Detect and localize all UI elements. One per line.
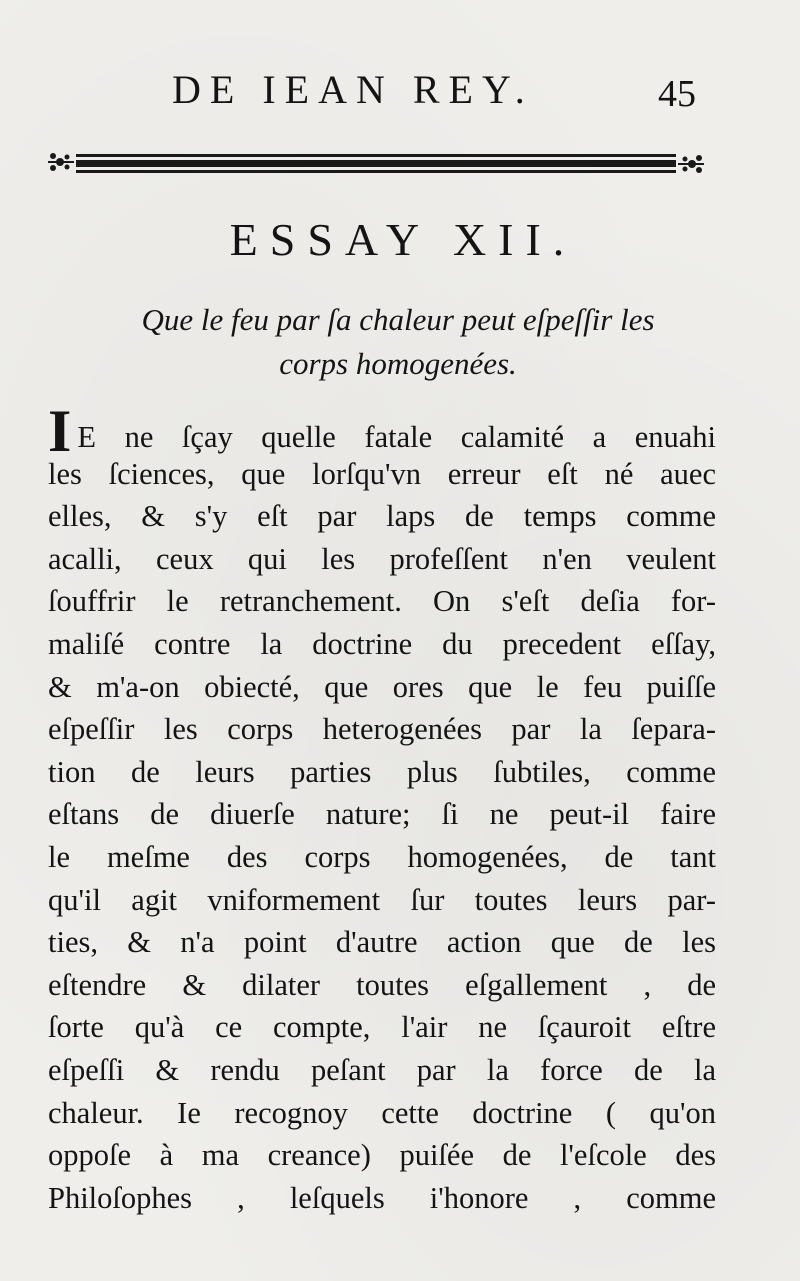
text-line: & m'a-on obiecté, que ores que le feu puiſſe [48, 669, 716, 704]
text-line: les ſciences, que lorſqu'vn erreur eſt né auec [48, 456, 716, 491]
right-fleuron-icon [678, 155, 704, 173]
left-fleuron-icon [48, 153, 74, 171]
text-line: eſtendre & dilater toutes eſgallement , de [48, 967, 716, 1002]
subtitle-line: corps homogenées. [279, 346, 517, 381]
text-line: tion de leurs parties plus ſubtiles, comme [48, 754, 716, 789]
text-line: eſtans de diuerſe nature; ſi ne peut-il faire [48, 797, 716, 832]
text-line: ties, & n'a point d'autre action que de les [48, 925, 716, 960]
text-line: E ne ſçay quelle fatale calamité a enuahi [77, 420, 716, 454]
text-line: le meſme des corps homogenées, de tant [48, 839, 716, 874]
text-line: oppoſe à ma creance) puiſée de l'eſcole des [48, 1138, 716, 1173]
essay-title: ESSAY XII. [229, 214, 577, 265]
text-line: ſouffrir le retranchement. On s'eſt deſia for- [48, 584, 716, 619]
text-line: ſorte qu'à ce compte, l'air ne ſçauroit eſtre [48, 1010, 716, 1045]
drop-cap: I [48, 398, 72, 464]
page-number: 45 [658, 73, 696, 115]
text-line: eſpeſſi & rendu peſant par la force de la [48, 1052, 716, 1087]
page-header [0, 62, 800, 122]
text-line: chaleur. Ie recognoy cette doctrine ( qu'on [48, 1095, 716, 1130]
text-line: qu'il agit vniformement ſur toutes leurs par- [48, 882, 716, 917]
running-title: DE IEAN REY. [172, 67, 534, 112]
text-line: maliſé contre la doctrine du precedent eſſay, [48, 626, 716, 661]
text-line: eſpeſſir les corps heterogenées par la ſepara- [48, 712, 716, 747]
text-line: Philoſophes , leſquels i'honore , comme [48, 1180, 716, 1215]
text-line-first [48, 398, 716, 464]
text-line: elles, & s'y eſt par laps de temps comme [48, 499, 716, 534]
essay-body [48, 398, 716, 1219]
essay-subtitle [48, 298, 748, 386]
text-line: acalli, ceux qui les profeſſent n'en veulent [48, 541, 716, 576]
ornamental-rule [44, 150, 708, 180]
subtitle-line: Que le feu par ſa chaleur peut eſpeſſir les [141, 302, 655, 337]
